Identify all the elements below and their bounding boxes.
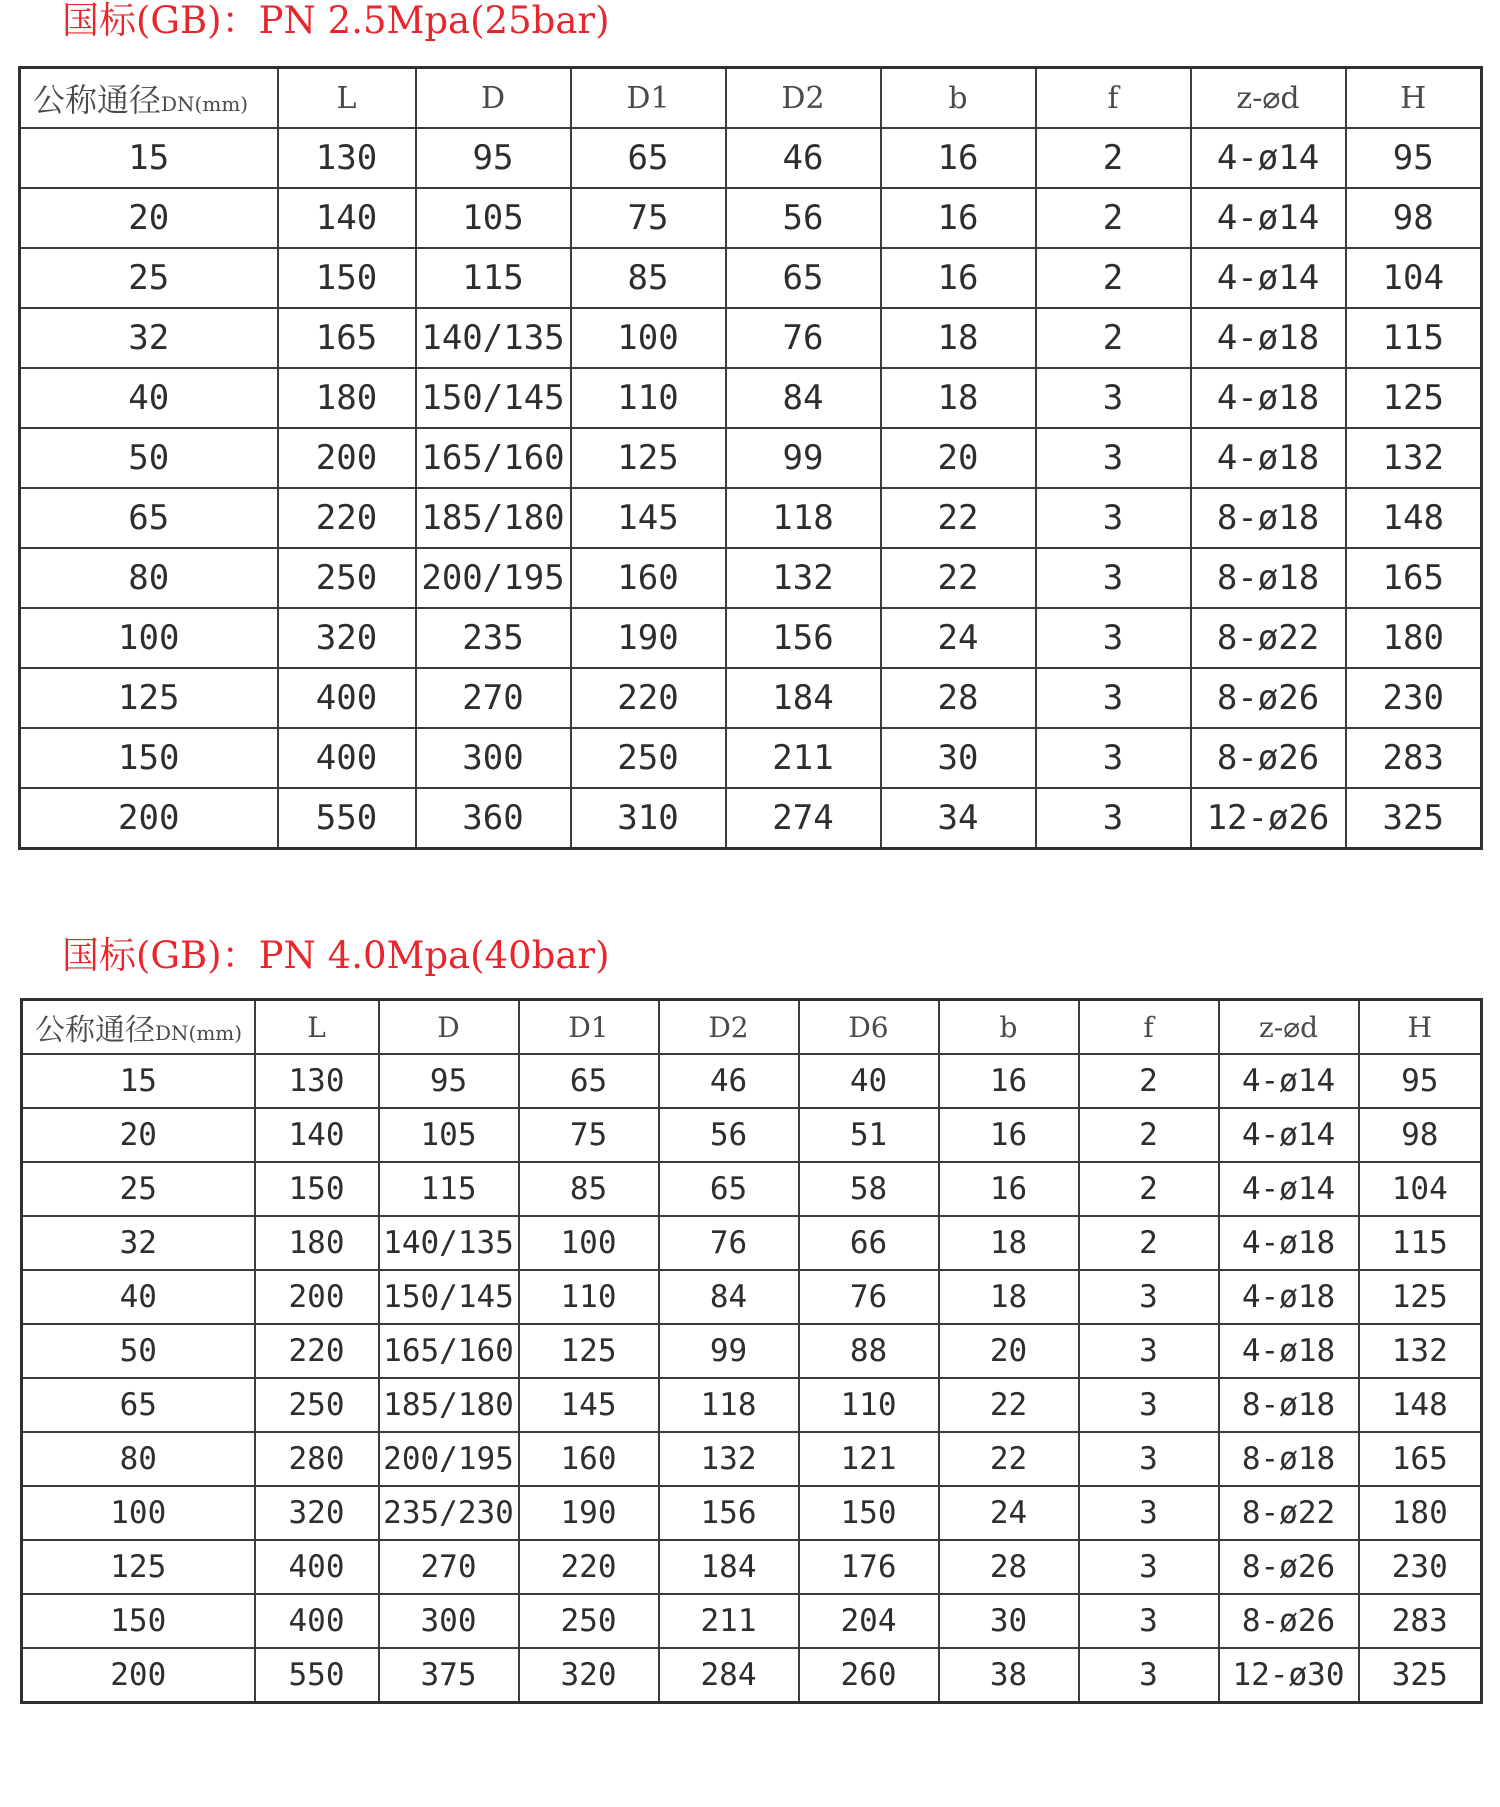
table-cell: 40	[22, 1270, 255, 1324]
table-cell: 132	[726, 548, 881, 608]
table-cell: 220	[255, 1324, 379, 1378]
col-header-d: D	[379, 1000, 519, 1055]
table-cell: 180	[1346, 608, 1482, 668]
table-cell: 16	[939, 1108, 1079, 1162]
table-cell: 8-ø18	[1191, 548, 1346, 608]
table-cell: 140/135	[416, 308, 571, 368]
col-header-d2: D2	[659, 1000, 799, 1055]
table-cell: 190	[571, 608, 726, 668]
table-cell: 100	[571, 308, 726, 368]
col-header-nominal-diameter: 公称通径DN(mm)	[20, 68, 278, 129]
table-cell: 270	[416, 668, 571, 728]
spec-table-pn25	[18, 66, 1483, 850]
table-row	[20, 668, 1482, 728]
table-cell: 99	[659, 1324, 799, 1378]
table-cell: 46	[726, 128, 881, 188]
table-cell: 300	[379, 1594, 519, 1648]
table-cell: 12-ø30	[1219, 1648, 1359, 1703]
table-cell: 28	[939, 1540, 1079, 1594]
table-cell: 88	[799, 1324, 939, 1378]
table-cell: 3	[1036, 428, 1191, 488]
spec-table-pn40	[20, 998, 1483, 1704]
table-cell: 3	[1036, 788, 1191, 849]
table-cell: 8-ø18	[1219, 1432, 1359, 1486]
table-cell: 85	[571, 248, 726, 308]
table-cell: 125	[22, 1540, 255, 1594]
table-row	[22, 1648, 1482, 1703]
col-header-d6: D6	[799, 1000, 939, 1055]
col-header-d1: D1	[519, 1000, 659, 1055]
table-cell: 65	[571, 128, 726, 188]
table-cell: 65	[519, 1054, 659, 1108]
table-cell: 230	[1346, 668, 1482, 728]
col-header-b: b	[939, 1000, 1079, 1055]
table-cell: 165	[278, 308, 416, 368]
table-cell: 250	[571, 728, 726, 788]
table-cell: 24	[881, 608, 1036, 668]
table-cell: 22	[939, 1432, 1079, 1486]
table-cell: 3	[1079, 1432, 1219, 1486]
table-cell: 125	[1359, 1270, 1482, 1324]
table-cell: 20	[939, 1324, 1079, 1378]
section-title-pn40: 国标(GB)：PN 4.0Mpa(40bar)	[62, 934, 610, 977]
table-cell: 8-ø22	[1191, 608, 1346, 668]
table-row	[20, 308, 1482, 368]
table-cell: 130	[255, 1054, 379, 1108]
table-cell: 260	[799, 1648, 939, 1703]
table-cell: 16	[939, 1054, 1079, 1108]
table-cell: 550	[278, 788, 416, 849]
table-cell: 18	[881, 368, 1036, 428]
table-cell: 550	[255, 1648, 379, 1703]
table-row	[20, 368, 1482, 428]
table-cell: 65	[726, 248, 881, 308]
table-cell: 118	[659, 1378, 799, 1432]
table-cell: 32	[20, 308, 278, 368]
table-cell: 204	[799, 1594, 939, 1648]
table-cell: 118	[726, 488, 881, 548]
table-cell: 75	[519, 1108, 659, 1162]
table-cell: 104	[1346, 248, 1482, 308]
table-cell: 280	[255, 1432, 379, 1486]
table-cell: 132	[1359, 1324, 1482, 1378]
table-cell: 3	[1079, 1324, 1219, 1378]
table-cell: 400	[278, 728, 416, 788]
table-cell: 56	[726, 188, 881, 248]
col-header-d2: D2	[726, 68, 881, 129]
table-cell: 105	[416, 188, 571, 248]
table-cell: 8-ø26	[1191, 668, 1346, 728]
table-cell: 200	[278, 428, 416, 488]
table-cell: 3	[1079, 1648, 1219, 1703]
table-cell: 2	[1079, 1054, 1219, 1108]
table-cell: 76	[726, 308, 881, 368]
table-row	[20, 128, 1482, 188]
col-header-unit: DN(mm)	[161, 92, 249, 116]
table-cell: 2	[1036, 308, 1191, 368]
table-row	[22, 1324, 1482, 1378]
table-cell: 125	[519, 1324, 659, 1378]
table-cell: 3	[1036, 368, 1191, 428]
table-cell: 150/145	[379, 1270, 519, 1324]
table-cell: 325	[1359, 1648, 1482, 1703]
table-row	[22, 1432, 1482, 1486]
table-cell: 200	[255, 1270, 379, 1324]
table-cell: 220	[278, 488, 416, 548]
table-cell: 121	[799, 1432, 939, 1486]
col-header-bolt-holes: z-⌀d	[1219, 1000, 1359, 1055]
table-cell: 200	[22, 1648, 255, 1703]
table-cell: 28	[881, 668, 1036, 728]
table-cell: 176	[799, 1540, 939, 1594]
table-row	[22, 1594, 1482, 1648]
table-cell: 220	[519, 1540, 659, 1594]
col-header-nominal-diameter: 公称通径DN(mm)	[22, 1000, 255, 1055]
table-cell: 3	[1036, 608, 1191, 668]
table-cell: 185/180	[379, 1378, 519, 1432]
table-cell: 3	[1079, 1594, 1219, 1648]
table-cell: 148	[1359, 1378, 1482, 1432]
table-cell: 56	[659, 1108, 799, 1162]
table-cell: 130	[278, 128, 416, 188]
table-cell: 165	[1359, 1432, 1482, 1486]
table-cell: 150	[22, 1594, 255, 1648]
table-cell: 150/145	[416, 368, 571, 428]
table-cell: 16	[881, 248, 1036, 308]
table-cell: 75	[571, 188, 726, 248]
table-cell: 32	[22, 1216, 255, 1270]
table-cell: 100	[519, 1216, 659, 1270]
table-cell: 95	[379, 1054, 519, 1108]
table-cell: 250	[519, 1594, 659, 1648]
table-cell: 4-ø18	[1219, 1324, 1359, 1378]
table-cell: 4-ø14	[1219, 1162, 1359, 1216]
col-header-b: b	[881, 68, 1036, 129]
table-cell: 3	[1036, 728, 1191, 788]
table-cell: 8-ø26	[1191, 728, 1346, 788]
table-cell: 50	[22, 1324, 255, 1378]
col-header-h: H	[1359, 1000, 1482, 1055]
table-cell: 148	[1346, 488, 1482, 548]
table-cell: 65	[659, 1162, 799, 1216]
table-cell: 320	[278, 608, 416, 668]
table-cell: 211	[726, 728, 881, 788]
table-cell: 110	[571, 368, 726, 428]
table-cell: 51	[799, 1108, 939, 1162]
table-cell: 300	[416, 728, 571, 788]
table-cell: 110	[519, 1270, 659, 1324]
table-cell: 4-ø18	[1191, 308, 1346, 368]
table-cell: 160	[571, 548, 726, 608]
table-cell: 115	[379, 1162, 519, 1216]
table-cell: 16	[881, 188, 1036, 248]
table-cell: 283	[1346, 728, 1482, 788]
table-cell: 15	[22, 1054, 255, 1108]
table-cell: 250	[278, 548, 416, 608]
table-cell: 24	[939, 1486, 1079, 1540]
table-cell: 140	[255, 1108, 379, 1162]
table-cell: 38	[939, 1648, 1079, 1703]
table-cell: 2	[1079, 1216, 1219, 1270]
table-cell: 2	[1036, 128, 1191, 188]
table-cell: 180	[255, 1216, 379, 1270]
col-header-d: D	[416, 68, 571, 129]
table-cell: 110	[799, 1378, 939, 1432]
table-cell: 132	[1346, 428, 1482, 488]
table-cell: 58	[799, 1162, 939, 1216]
table-cell: 8-ø22	[1219, 1486, 1359, 1540]
table-cell: 98	[1359, 1108, 1482, 1162]
table-cell: 230	[1359, 1540, 1482, 1594]
table-cell: 76	[659, 1216, 799, 1270]
table-cell: 125	[571, 428, 726, 488]
table-cell: 100	[22, 1486, 255, 1540]
table-row	[20, 608, 1482, 668]
table-cell: 3	[1079, 1378, 1219, 1432]
table-cell: 104	[1359, 1162, 1482, 1216]
table-cell: 20	[20, 188, 278, 248]
table-cell: 4-ø14	[1191, 128, 1346, 188]
table-cell: 8-ø26	[1219, 1540, 1359, 1594]
col-header-f: f	[1079, 1000, 1219, 1055]
table-row	[20, 788, 1482, 849]
table-row	[20, 188, 1482, 248]
table-cell: 325	[1346, 788, 1482, 849]
table-cell: 115	[416, 248, 571, 308]
table-cell: 30	[939, 1594, 1079, 1648]
table-cell: 95	[416, 128, 571, 188]
table-cell: 4-ø14	[1219, 1054, 1359, 1108]
table-cell: 8-ø18	[1191, 488, 1346, 548]
table-row	[20, 488, 1482, 548]
table-cell: 156	[726, 608, 881, 668]
table-cell: 375	[379, 1648, 519, 1703]
table-cell: 2	[1036, 248, 1191, 308]
col-header-l: L	[255, 1000, 379, 1055]
table-cell: 235/230	[379, 1486, 519, 1540]
col-header-unit: DN(mm)	[155, 1021, 243, 1045]
table-cell: 4-ø14	[1191, 248, 1346, 308]
table-cell: 8-ø26	[1219, 1594, 1359, 1648]
table-row	[22, 1054, 1482, 1108]
table-cell: 99	[726, 428, 881, 488]
table-cell: 360	[416, 788, 571, 849]
table-cell: 12-ø26	[1191, 788, 1346, 849]
table-cell: 65	[20, 488, 278, 548]
table-cell: 95	[1359, 1054, 1482, 1108]
table-cell: 22	[881, 488, 1036, 548]
table-cell: 15	[20, 128, 278, 188]
table-cell: 270	[379, 1540, 519, 1594]
table-cell: 3	[1036, 548, 1191, 608]
table-cell: 250	[255, 1378, 379, 1432]
table-cell: 220	[571, 668, 726, 728]
table-cell: 3	[1079, 1270, 1219, 1324]
table-cell: 4-ø18	[1191, 368, 1346, 428]
table-row	[20, 728, 1482, 788]
table-cell: 180	[1359, 1486, 1482, 1540]
table-cell: 3	[1036, 488, 1191, 548]
table-cell: 16	[939, 1162, 1079, 1216]
table-cell: 105	[379, 1108, 519, 1162]
table-cell: 16	[881, 128, 1036, 188]
col-header-d1: D1	[571, 68, 726, 129]
table-cell: 150	[799, 1486, 939, 1540]
table-cell: 85	[519, 1162, 659, 1216]
table-cell: 65	[22, 1378, 255, 1432]
table-cell: 310	[571, 788, 726, 849]
table-cell: 25	[22, 1162, 255, 1216]
table-cell: 211	[659, 1594, 799, 1648]
table-cell: 125	[1346, 368, 1482, 428]
table-row	[22, 1108, 1482, 1162]
table-cell: 40	[20, 368, 278, 428]
table-cell: 4-ø18	[1219, 1270, 1359, 1324]
table-row	[20, 248, 1482, 308]
table-row	[22, 1216, 1482, 1270]
table-cell: 3	[1036, 668, 1191, 728]
table-cell: 160	[519, 1432, 659, 1486]
table-row	[22, 1162, 1482, 1216]
col-header-f: f	[1036, 68, 1191, 129]
table-body	[22, 1054, 1482, 1703]
table-cell: 200	[20, 788, 278, 849]
table-cell: 18	[939, 1216, 1079, 1270]
table-cell: 156	[659, 1486, 799, 1540]
table-cell: 184	[659, 1540, 799, 1594]
table-cell: 320	[255, 1486, 379, 1540]
table-cell: 165	[1346, 548, 1482, 608]
table-cell: 25	[20, 248, 278, 308]
table-header-row	[20, 68, 1482, 129]
col-header-bolt-holes: z-⌀d	[1191, 68, 1346, 129]
table-cell: 184	[726, 668, 881, 728]
table-cell: 165/160	[416, 428, 571, 488]
table-cell: 235	[416, 608, 571, 668]
table-cell: 165/160	[379, 1324, 519, 1378]
table-cell: 200/195	[416, 548, 571, 608]
table-cell: 200/195	[379, 1432, 519, 1486]
table-cell: 190	[519, 1486, 659, 1540]
table-row	[22, 1270, 1482, 1324]
table-cell: 18	[939, 1270, 1079, 1324]
table-cell: 180	[278, 368, 416, 428]
table-cell: 4-ø18	[1219, 1216, 1359, 1270]
table-cell: 3	[1079, 1540, 1219, 1594]
table-cell: 125	[20, 668, 278, 728]
table-cell: 46	[659, 1054, 799, 1108]
table-cell: 66	[799, 1216, 939, 1270]
table-cell: 80	[20, 548, 278, 608]
table-header-row	[22, 1000, 1482, 1055]
table-cell: 150	[20, 728, 278, 788]
table-cell: 34	[881, 788, 1036, 849]
table-cell: 150	[278, 248, 416, 308]
table-cell: 100	[20, 608, 278, 668]
table-cell: 22	[881, 548, 1036, 608]
table-cell: 30	[881, 728, 1036, 788]
table-cell: 4-ø14	[1219, 1108, 1359, 1162]
table-cell: 22	[939, 1378, 1079, 1432]
table-cell: 283	[1359, 1594, 1482, 1648]
section-title-pn25: 国标(GB)：PN 2.5Mpa(25bar)	[62, 0, 610, 42]
table-cell: 140/135	[379, 1216, 519, 1270]
table-cell: 8-ø18	[1219, 1378, 1359, 1432]
table-cell: 80	[22, 1432, 255, 1486]
table-cell: 140	[278, 188, 416, 248]
table-body	[20, 128, 1482, 849]
table-cell: 76	[799, 1270, 939, 1324]
table-cell: 4-ø18	[1191, 428, 1346, 488]
table-cell: 84	[659, 1270, 799, 1324]
table-cell: 145	[519, 1378, 659, 1432]
table-cell: 400	[278, 668, 416, 728]
table-cell: 115	[1359, 1216, 1482, 1270]
table-cell: 284	[659, 1648, 799, 1703]
table-cell: 18	[881, 308, 1036, 368]
table-cell: 2	[1079, 1108, 1219, 1162]
table-cell: 98	[1346, 188, 1482, 248]
table-row	[20, 428, 1482, 488]
table-cell: 400	[255, 1540, 379, 1594]
table-row	[22, 1540, 1482, 1594]
table-cell: 2	[1079, 1162, 1219, 1216]
table-cell: 2	[1036, 188, 1191, 248]
table-cell: 40	[799, 1054, 939, 1108]
table-cell: 84	[726, 368, 881, 428]
table-cell: 400	[255, 1594, 379, 1648]
table-cell: 115	[1346, 308, 1482, 368]
table-cell: 3	[1079, 1486, 1219, 1540]
table-cell: 20	[881, 428, 1036, 488]
table-cell: 145	[571, 488, 726, 548]
table-cell: 50	[20, 428, 278, 488]
table-row	[20, 548, 1482, 608]
table-cell: 4-ø14	[1191, 188, 1346, 248]
table-row	[22, 1486, 1482, 1540]
table-cell: 185/180	[416, 488, 571, 548]
table-cell: 20	[22, 1108, 255, 1162]
table-cell: 274	[726, 788, 881, 849]
table-cell: 132	[659, 1432, 799, 1486]
table-cell: 95	[1346, 128, 1482, 188]
table-row	[22, 1378, 1482, 1432]
col-header-h: H	[1346, 68, 1482, 129]
table-cell: 320	[519, 1648, 659, 1703]
col-header-l: L	[278, 68, 416, 129]
table-cell: 150	[255, 1162, 379, 1216]
